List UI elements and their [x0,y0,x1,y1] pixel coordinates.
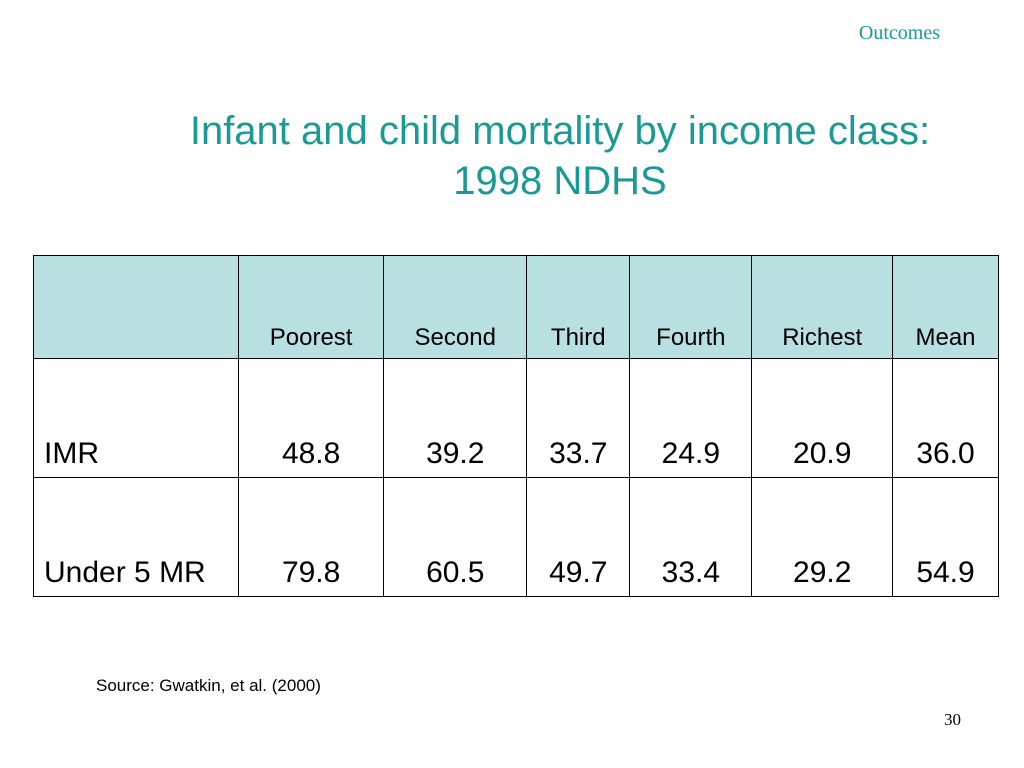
column-header-richest: Richest [752,256,893,359]
table-cell: 60.5 [384,478,527,597]
table-cell: 54.9 [893,478,999,597]
mortality-table [33,255,999,597]
section-label: Outcomes [858,22,940,44]
table-cell: 79.8 [239,478,384,597]
slide-title [110,106,1010,206]
table-row-imr [34,359,999,478]
row-label-imr: IMR [34,359,239,478]
source-note: Source: Gwatkin, et al. (2000) [96,676,321,695]
table-corner-cell [34,256,239,359]
slide-title-line-2: 1998 NDHS [453,159,667,203]
table-header-row [34,256,999,359]
slide-title-line-1: Infant and child mortality by income class: [189,109,931,153]
table-cell: 48.8 [239,359,384,478]
column-header-mean: Mean [893,256,999,359]
table-cell: 20.9 [752,359,893,478]
column-header-second: Second [384,256,527,359]
table-row-under5mr [34,478,999,597]
table-cell: 29.2 [752,478,893,597]
table-cell: 49.7 [527,478,630,597]
table-cell: 33.7 [527,359,630,478]
slide-number: 30 [944,710,961,729]
table-cell: 36.0 [893,359,999,478]
table-cell: 24.9 [630,359,752,478]
table-cell: 39.2 [384,359,527,478]
column-header-poorest: Poorest [239,256,384,359]
row-label-under5mr: Under 5 MR [34,478,239,597]
column-header-third: Third [527,256,630,359]
column-header-fourth: Fourth [630,256,752,359]
table-cell: 33.4 [630,478,752,597]
